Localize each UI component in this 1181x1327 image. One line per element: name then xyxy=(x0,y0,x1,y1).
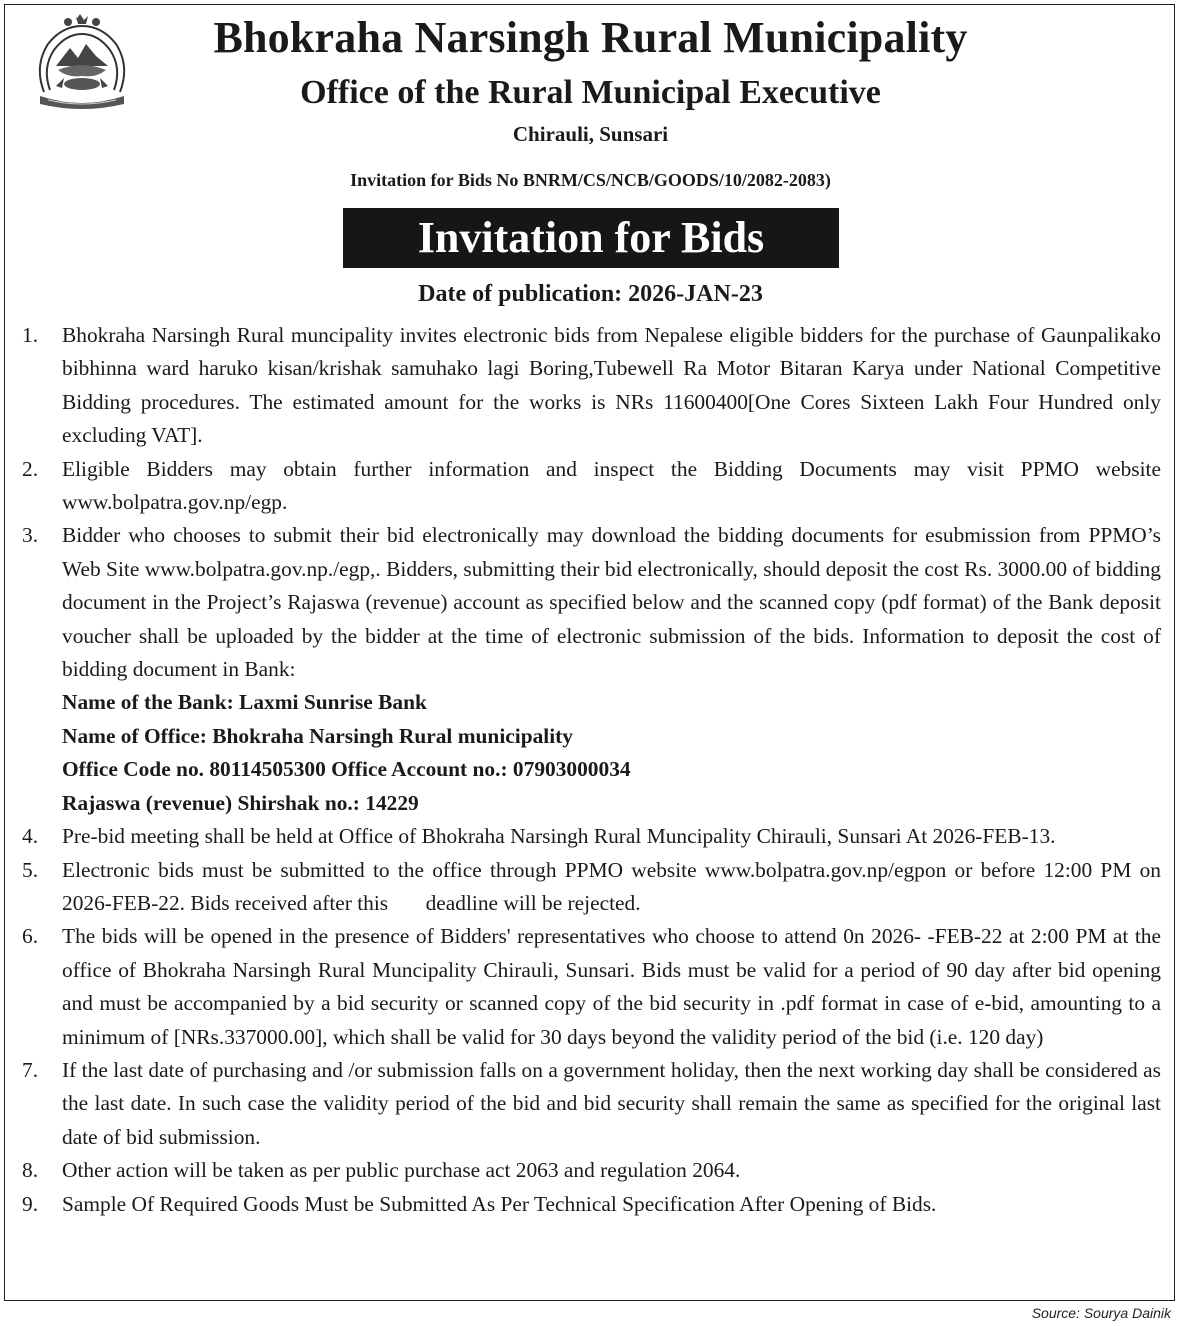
item-text-with-bank xyxy=(62,519,1161,820)
item-number: 5. xyxy=(22,857,39,882)
list-item xyxy=(14,920,1161,1054)
item-text: Eligible Bidders may obtain further information and inspect the Bidding Documents may visit PPMO website www.bolpatra.gov.np/egp. xyxy=(62,456,1161,515)
bid-number: Invitation for Bids No BNRM/CS/NCB/GOODS/10/2082-2083) xyxy=(350,170,831,190)
list-item xyxy=(14,519,1161,820)
item-text: Other action will be taken as per public purchase act 2063 and regulation 2064. xyxy=(62,1158,741,1183)
item-number: 4. xyxy=(22,824,39,849)
list-item xyxy=(14,1188,1161,1221)
item-text: Bidder who chooses to submit their bid electronically may download the bidding documents for esubmission from PPMO’s Web Site www.bolpatra.gov.np./egp,. Bidders, submitting their bid electronically, should deposit the cost Rs. 3000.00 of bidding document in the Project’s Rajaswa (revenue) account as specified below and the scanned copy (pdf format) of the Bank deposit voucher shall be uploaded by the bidder at the time of electronic submission of the bids. Information to deposit the cost of bidding document in Bank: xyxy=(62,523,1161,682)
item-text: If the last date of purchasing and /or submission falls on a government holiday, then the next working day shall be considered as the last date. In such case the validity period of the bid and bid security shall remain the same as specified for the original last date of bid submission. xyxy=(62,1057,1161,1149)
list-item xyxy=(14,319,1161,453)
bank-office-name: Name of Office: Bhokraha Narsingh Rural municipality xyxy=(62,723,573,748)
source-credit: Source: Sourya Dainik xyxy=(1031,1305,1171,1321)
publication-date: Date of publication: 2026-JAN-23 xyxy=(418,281,763,307)
item-number: 6. xyxy=(22,924,39,949)
bank-office-codes: Office Code no. 80114505300 Office Account no.: 07903000034 xyxy=(62,757,631,782)
item-text: Electronic bids must be submitted to the office through PPMO website www.bolpatra.gov.np/egpon or before 12:00 PM on 2026-FEB-22. Bids received after this deadline will be rejected. xyxy=(62,857,1167,915)
list-item xyxy=(14,820,1161,853)
office-location: Chirauli, Sunsari xyxy=(512,122,669,146)
list-item xyxy=(14,453,1161,520)
list-item xyxy=(14,1154,1161,1187)
office-name: Office of the Rural Municipal Executive xyxy=(300,74,881,111)
bank-name: Name of the Bank: Laxmi Sunrise Bank xyxy=(62,690,427,715)
municipality-name: Bhokraha Narsingh Rural Municipality xyxy=(213,13,968,62)
item-text: Sample Of Required Goods Must be Submitted As Per Technical Specification After Opening of Bids. xyxy=(62,1191,937,1216)
bank-shirshak-number: Rajaswa (revenue) Shirshak no.: 14229 xyxy=(62,790,419,815)
item-number: 1. xyxy=(22,323,39,347)
item-number: 7. xyxy=(22,1057,39,1082)
item-text: Pre-bid meeting shall be held at Office of Bhokraha Narsingh Rural Muncipality Chirauli, Sunsari At 2026-FEB-13. xyxy=(62,824,1056,849)
list-item xyxy=(14,854,1167,921)
list-item xyxy=(14,1054,1161,1154)
notice-body xyxy=(14,319,1167,1221)
notice-banner: Invitation for Bids xyxy=(343,208,839,268)
item-number: 2. xyxy=(22,456,39,481)
item-number: 8. xyxy=(22,1158,39,1183)
item-number: 3. xyxy=(22,523,39,548)
item-text: Bhokraha Narsingh Rural muncipality invites electronic bids from Nepalese eligible bidders for the purchase of Gaunpalikako bibhinna ward haruko kisan/krishak samuhako lagi Boring,Tubewell Ra Motor Bitaran Karya under National Competitive Bidding procedures. The estimated amount for the works is NRs 11600400[One Cores Sixteen Lakh Four Hundred only excluding VAT]. xyxy=(62,323,1161,448)
item-text: The bids will be opened in the presence of Bidders' representatives who choose to attend 0n 2026- -FEB-22 at 2:00 PM at the office of Bhokraha Narsingh Rural Muncipality Chirauli, Sunsari. Bids must be valid for a period of 90 day after bid opening and must be accompanied by a bid security or scanned copy of the bid security in .pdf format in case of e-bid, amounting to a minimum of [NRs.337000.00], which shall be valid for 30 days beyond the validity period of the bid (i.e. 120 day) xyxy=(62,924,1161,1049)
item-number: 9. xyxy=(22,1191,39,1216)
